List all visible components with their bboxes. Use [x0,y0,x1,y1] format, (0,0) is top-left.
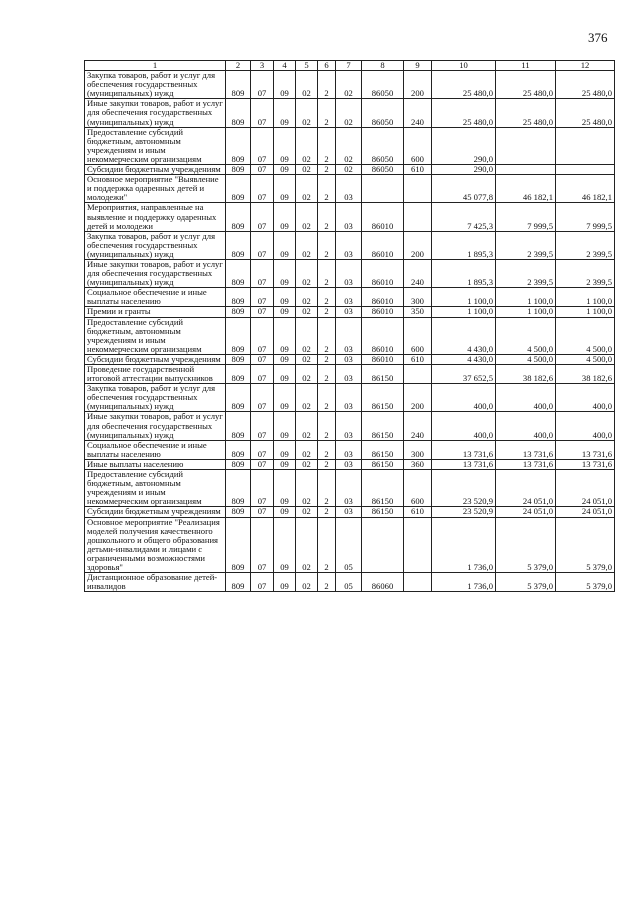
table-row [85,231,615,259]
cell-col-4: 09 [274,517,296,573]
cell-col-4: 09 [274,384,296,412]
cell-col-7: 05 [336,573,362,592]
cell-col-11: 7 999,5 [496,203,556,231]
cell-col-7: 03 [336,384,362,412]
table-row [85,71,615,99]
cell-row-name: Социальное обеспечение и иные выплаты населению [85,440,226,459]
cell-col-10: 1 895,3 [432,231,496,259]
cell-col-10: 1 736,0 [432,573,496,592]
header-row [85,61,615,71]
table-row [85,288,615,307]
cell-col-6: 2 [318,259,336,287]
cell-col-6: 2 [318,384,336,412]
cell-col-6: 2 [318,507,336,517]
cell-col-6: 2 [318,288,336,307]
cell-col-9: 600 [404,470,432,507]
cell-row-name: Дистанционное образование детей-инвалидов [85,573,226,592]
cell-col-4: 09 [274,231,296,259]
cell-col-4: 09 [274,354,296,364]
page-number: 376 [588,30,608,45]
cell-col-11: 400,0 [496,384,556,412]
cell-col-4: 09 [274,307,296,317]
cell-col-8: 86010 [362,288,404,307]
cell-col-10: 7 425,3 [432,203,496,231]
cell-col-7: 03 [336,412,362,440]
cell-col-5: 02 [296,165,318,175]
cell-col-11: 24 051,0 [496,470,556,507]
column-header: 7 [336,61,362,71]
column-header: 11 [496,61,556,71]
cell-col-9: 360 [404,459,432,469]
cell-col-8: 86150 [362,459,404,469]
cell-col-10: 1 100,0 [432,307,496,317]
cell-row-name: Премии и гранты [85,307,226,317]
cell-col-5: 02 [296,470,318,507]
cell-col-4: 09 [274,573,296,592]
cell-col-2: 809 [226,470,251,507]
cell-col-12: 13 731,6 [556,459,615,469]
cell-col-4: 09 [274,259,296,287]
cell-col-6: 2 [318,517,336,573]
cell-col-11: 13 731,6 [496,440,556,459]
cell-col-5: 02 [296,507,318,517]
cell-col-7: 03 [336,259,362,287]
cell-col-11 [496,127,556,164]
column-header: 4 [274,61,296,71]
cell-col-7: 03 [336,288,362,307]
cell-col-3: 07 [251,517,274,573]
cell-row-name: Иные выплаты населению [85,459,226,469]
column-header: 5 [296,61,318,71]
cell-col-6: 2 [318,317,336,354]
cell-col-9: 600 [404,127,432,164]
cell-col-10: 400,0 [432,412,496,440]
cell-col-7: 03 [336,231,362,259]
cell-col-2: 809 [226,459,251,469]
column-header: 2 [226,61,251,71]
cell-col-11: 25 480,0 [496,71,556,99]
table-row [85,307,615,317]
table-row [85,365,615,384]
cell-col-9: 610 [404,507,432,517]
cell-col-8: 86050 [362,71,404,99]
cell-col-4: 09 [274,507,296,517]
cell-col-11 [496,165,556,175]
cell-col-9: 240 [404,259,432,287]
cell-col-7: 03 [336,507,362,517]
cell-col-3: 07 [251,127,274,164]
cell-col-2: 809 [226,317,251,354]
cell-col-7: 03 [336,317,362,354]
cell-col-2: 809 [226,507,251,517]
cell-col-4: 09 [274,175,296,203]
table-row [85,317,615,354]
cell-col-8: 86150 [362,365,404,384]
cell-col-8: 86060 [362,573,404,592]
cell-col-2: 809 [226,165,251,175]
cell-col-5: 02 [296,412,318,440]
cell-col-3: 07 [251,203,274,231]
column-header: 9 [404,61,432,71]
cell-col-4: 09 [274,412,296,440]
cell-col-5: 02 [296,307,318,317]
cell-col-10: 290,0 [432,165,496,175]
cell-row-name: Основное мероприятие "Выявление и поддержка одаренных детей и молодежи" [85,175,226,203]
cell-col-3: 07 [251,317,274,354]
cell-col-10: 290,0 [432,127,496,164]
cell-col-2: 809 [226,365,251,384]
cell-col-2: 809 [226,307,251,317]
table-row [85,165,615,175]
cell-col-9: 240 [404,412,432,440]
cell-col-6: 2 [318,127,336,164]
cell-col-6: 2 [318,165,336,175]
cell-col-9 [404,365,432,384]
cell-col-9: 300 [404,288,432,307]
cell-col-2: 809 [226,127,251,164]
cell-col-3: 07 [251,231,274,259]
table-row [85,259,615,287]
cell-col-3: 07 [251,470,274,507]
column-header: 10 [432,61,496,71]
cell-col-9: 300 [404,440,432,459]
cell-col-3: 07 [251,175,274,203]
cell-row-name: Основное мероприятие "Реализация моделей получения качественного дошкольного и общего образования детьми-инвалидами и лицами с ограниченными возможностями здоровья" [85,517,226,573]
cell-col-6: 2 [318,459,336,469]
cell-col-7: 02 [336,127,362,164]
cell-col-10: 1 736,0 [432,517,496,573]
cell-col-8: 86150 [362,440,404,459]
cell-col-3: 07 [251,507,274,517]
cell-col-10: 25 480,0 [432,99,496,127]
table-row [85,175,615,203]
cell-col-5: 02 [296,99,318,127]
cell-col-4: 09 [274,459,296,469]
cell-col-4: 09 [274,365,296,384]
cell-col-2: 809 [226,71,251,99]
cell-col-6: 2 [318,203,336,231]
cell-col-12: 2 399,5 [556,231,615,259]
cell-col-4: 09 [274,317,296,354]
cell-col-12: 1 100,0 [556,307,615,317]
cell-col-5: 02 [296,317,318,354]
cell-col-3: 07 [251,99,274,127]
cell-col-3: 07 [251,459,274,469]
cell-col-8: 86050 [362,165,404,175]
cell-col-11: 2 399,5 [496,259,556,287]
cell-col-12 [556,127,615,164]
cell-col-10: 4 430,0 [432,317,496,354]
cell-col-9: 200 [404,231,432,259]
cell-col-6: 2 [318,412,336,440]
cell-row-name: Иные закупки товаров, работ и услуг для обеспечения государственных (муниципальных) нужд [85,259,226,287]
cell-col-2: 809 [226,231,251,259]
table-row [85,507,615,517]
cell-col-2: 809 [226,175,251,203]
cell-col-9: 240 [404,99,432,127]
cell-col-7: 03 [336,440,362,459]
cell-col-6: 2 [318,573,336,592]
cell-col-2: 809 [226,573,251,592]
cell-row-name: Проведение государственной итоговой аттестации выпускников [85,365,226,384]
cell-col-9: 200 [404,384,432,412]
cell-col-9: 200 [404,71,432,99]
column-header: 6 [318,61,336,71]
cell-col-7: 02 [336,71,362,99]
cell-col-5: 02 [296,517,318,573]
cell-col-3: 07 [251,165,274,175]
cell-col-8: 86150 [362,507,404,517]
cell-row-name: Субсидии бюджетным учреждениям [85,165,226,175]
cell-col-8: 86050 [362,99,404,127]
cell-row-name: Иные закупки товаров, работ и услуг для обеспечения государственных (муниципальных) нужд [85,99,226,127]
cell-col-8: 86010 [362,259,404,287]
cell-col-8: 86150 [362,412,404,440]
cell-row-name: Закупка товаров, работ и услуг для обеспечения государственных (муниципальных) нужд [85,71,226,99]
cell-col-8: 86050 [362,127,404,164]
cell-col-2: 809 [226,517,251,573]
table-row [85,412,615,440]
cell-col-2: 809 [226,99,251,127]
cell-col-3: 07 [251,354,274,364]
cell-col-2: 809 [226,412,251,440]
cell-col-11: 5 379,0 [496,573,556,592]
cell-col-9: 610 [404,165,432,175]
cell-col-3: 07 [251,412,274,440]
cell-row-name: Предоставление субсидий бюджетным, автономным учреждениям и иным некоммерческим организациям [85,317,226,354]
cell-col-5: 02 [296,354,318,364]
cell-col-7: 03 [336,365,362,384]
cell-col-5: 02 [296,384,318,412]
cell-row-name: Социальное обеспечение и иные выплаты населению [85,288,226,307]
cell-col-2: 809 [226,259,251,287]
cell-col-12: 1 100,0 [556,288,615,307]
cell-row-name: Субсидии бюджетным учреждениям [85,354,226,364]
cell-col-6: 2 [318,99,336,127]
cell-col-8: 86010 [362,231,404,259]
cell-col-10: 37 652,5 [432,365,496,384]
cell-col-11: 400,0 [496,412,556,440]
cell-col-7: 03 [336,470,362,507]
cell-col-12: 400,0 [556,384,615,412]
cell-col-12: 2 399,5 [556,259,615,287]
cell-col-9 [404,517,432,573]
cell-col-4: 09 [274,165,296,175]
cell-col-10: 1 100,0 [432,288,496,307]
cell-col-6: 2 [318,307,336,317]
cell-col-5: 02 [296,365,318,384]
cell-col-5: 02 [296,288,318,307]
cell-col-10: 13 731,6 [432,440,496,459]
cell-col-2: 809 [226,440,251,459]
cell-col-11: 4 500,0 [496,317,556,354]
cell-col-12: 4 500,0 [556,354,615,364]
cell-col-6: 2 [318,175,336,203]
cell-col-8: 86010 [362,307,404,317]
cell-col-7: 03 [336,175,362,203]
cell-col-12: 5 379,0 [556,573,615,592]
cell-col-5: 02 [296,71,318,99]
cell-col-11: 4 500,0 [496,354,556,364]
cell-col-12: 25 480,0 [556,71,615,99]
cell-col-9 [404,573,432,592]
cell-col-2: 809 [226,288,251,307]
cell-col-6: 2 [318,440,336,459]
cell-col-5: 02 [296,127,318,164]
cell-col-9: 600 [404,317,432,354]
cell-col-10: 4 430,0 [432,354,496,364]
cell-col-11: 24 051,0 [496,507,556,517]
cell-col-10: 1 895,3 [432,259,496,287]
cell-col-11: 46 182,1 [496,175,556,203]
cell-row-name: Закупка товаров, работ и услуг для обеспечения государственных (муниципальных) нужд [85,231,226,259]
cell-row-name: Предоставление субсидий бюджетным, автономным учреждениям и иным некоммерческим организациям [85,127,226,164]
cell-row-name: Предоставление субсидий бюджетным, автономным учреждениям и иным некоммерческим организациям [85,470,226,507]
cell-col-12 [556,165,615,175]
cell-col-7: 03 [336,459,362,469]
column-header: 8 [362,61,404,71]
cell-row-name: Мероприятия, направленные на выявление и поддержку одаренных детей и молодежи [85,203,226,231]
column-header: 3 [251,61,274,71]
cell-col-2: 809 [226,203,251,231]
cell-col-5: 02 [296,573,318,592]
cell-col-12: 46 182,1 [556,175,615,203]
cell-col-10: 23 520,9 [432,507,496,517]
table-row [85,127,615,164]
budget-table [84,60,615,592]
cell-col-5: 02 [296,459,318,469]
cell-col-8: 86010 [362,354,404,364]
cell-col-9: 350 [404,307,432,317]
table-row [85,384,615,412]
cell-col-12: 5 379,0 [556,517,615,573]
cell-col-10: 23 520,9 [432,470,496,507]
table-row [85,99,615,127]
cell-col-11: 38 182,6 [496,365,556,384]
cell-col-3: 07 [251,288,274,307]
table-row [85,354,615,364]
table-row [85,517,615,573]
cell-col-11: 5 379,0 [496,517,556,573]
cell-col-6: 2 [318,231,336,259]
cell-col-8: 86150 [362,470,404,507]
cell-col-3: 07 [251,365,274,384]
cell-col-2: 809 [226,354,251,364]
cell-col-5: 02 [296,203,318,231]
cell-col-5: 02 [296,231,318,259]
cell-col-12: 400,0 [556,412,615,440]
table-row [85,440,615,459]
cell-col-12: 24 051,0 [556,470,615,507]
cell-col-9 [404,175,432,203]
cell-col-3: 07 [251,71,274,99]
cell-col-7: 03 [336,354,362,364]
cell-col-6: 2 [318,365,336,384]
table-row [85,203,615,231]
cell-col-12: 4 500,0 [556,317,615,354]
cell-col-7: 03 [336,203,362,231]
cell-col-4: 09 [274,288,296,307]
cell-col-9: 610 [404,354,432,364]
cell-col-10: 45 077,8 [432,175,496,203]
cell-col-3: 07 [251,573,274,592]
cell-col-11: 1 100,0 [496,288,556,307]
column-header: 1 [85,61,226,71]
cell-col-5: 02 [296,175,318,203]
cell-col-4: 09 [274,71,296,99]
cell-col-3: 07 [251,259,274,287]
table-row [85,459,615,469]
cell-col-10: 13 731,6 [432,459,496,469]
column-header: 12 [556,61,615,71]
cell-col-3: 07 [251,307,274,317]
cell-col-12: 7 999,5 [556,203,615,231]
cell-col-10: 25 480,0 [432,71,496,99]
cell-col-9 [404,203,432,231]
cell-row-name: Закупка товаров, работ и услуг для обеспечения государственных (муниципальных) нужд [85,384,226,412]
cell-col-4: 09 [274,470,296,507]
cell-col-12: 13 731,6 [556,440,615,459]
cell-col-12: 24 051,0 [556,507,615,517]
cell-col-8: 86150 [362,384,404,412]
cell-row-name: Иные закупки товаров, работ и услуг для обеспечения государственных (муниципальных) нужд [85,412,226,440]
cell-col-4: 09 [274,99,296,127]
cell-col-4: 09 [274,440,296,459]
cell-col-8: 86010 [362,203,404,231]
cell-col-4: 09 [274,127,296,164]
cell-col-12: 25 480,0 [556,99,615,127]
cell-col-6: 2 [318,71,336,99]
cell-col-11: 2 399,5 [496,231,556,259]
table-row [85,470,615,507]
cell-col-5: 02 [296,259,318,287]
cell-col-8 [362,175,404,203]
cell-col-7: 02 [336,165,362,175]
cell-col-4: 09 [274,203,296,231]
table-row [85,573,615,592]
cell-col-3: 07 [251,440,274,459]
cell-col-11: 13 731,6 [496,459,556,469]
cell-col-7: 02 [336,99,362,127]
cell-col-11: 1 100,0 [496,307,556,317]
cell-col-3: 07 [251,384,274,412]
cell-col-7: 05 [336,517,362,573]
cell-col-12: 38 182,6 [556,365,615,384]
cell-col-8: 86010 [362,317,404,354]
cell-col-11: 25 480,0 [496,99,556,127]
cell-col-10: 400,0 [432,384,496,412]
cell-row-name: Субсидии бюджетным учреждениям [85,507,226,517]
cell-col-2: 809 [226,384,251,412]
cell-col-6: 2 [318,354,336,364]
cell-col-6: 2 [318,470,336,507]
cell-col-8 [362,517,404,573]
cell-col-7: 03 [336,307,362,317]
cell-col-5: 02 [296,440,318,459]
